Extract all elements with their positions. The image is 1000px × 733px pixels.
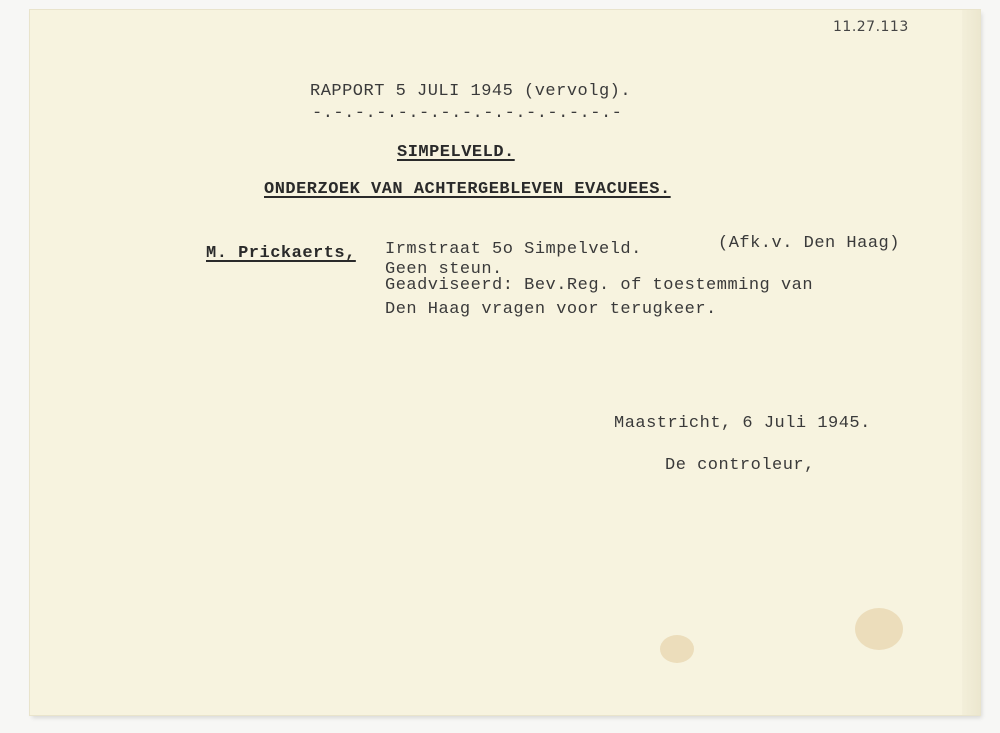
entry-line-2: Geen steun. <box>385 260 503 279</box>
closing-signature: De controleur, <box>665 456 815 475</box>
report-separator: -.-.-.-.-.-.-.-.-.-.-.-.-.-.- <box>312 104 623 123</box>
archive-number: 11.27.113 <box>833 19 909 35</box>
stain <box>855 608 903 650</box>
entry-line-3: Geadviseerd: Bev.Reg. of toestemming van <box>385 276 814 295</box>
closing-place-date: Maastricht, 6 Juli 1945. <box>614 414 871 433</box>
entry-line-4: Den Haag vragen voor terugkeer. <box>385 300 717 319</box>
entry-name: M. Prickaerts, <box>206 244 356 263</box>
sheet-edge <box>962 10 980 715</box>
place-heading: SIMPELVELD. <box>397 143 515 162</box>
subject-heading: ONDERZOEK VAN ACHTERGEBLEVEN EVACUEES. <box>264 180 671 199</box>
entry-origin: (Afk.v. Den Haag) <box>718 234 900 253</box>
stain <box>660 635 694 663</box>
report-heading: RAPPORT 5 JULI 1945 (vervolg). <box>310 82 632 101</box>
entry-address: Irmstraat 5o Simpelveld. <box>385 240 642 259</box>
